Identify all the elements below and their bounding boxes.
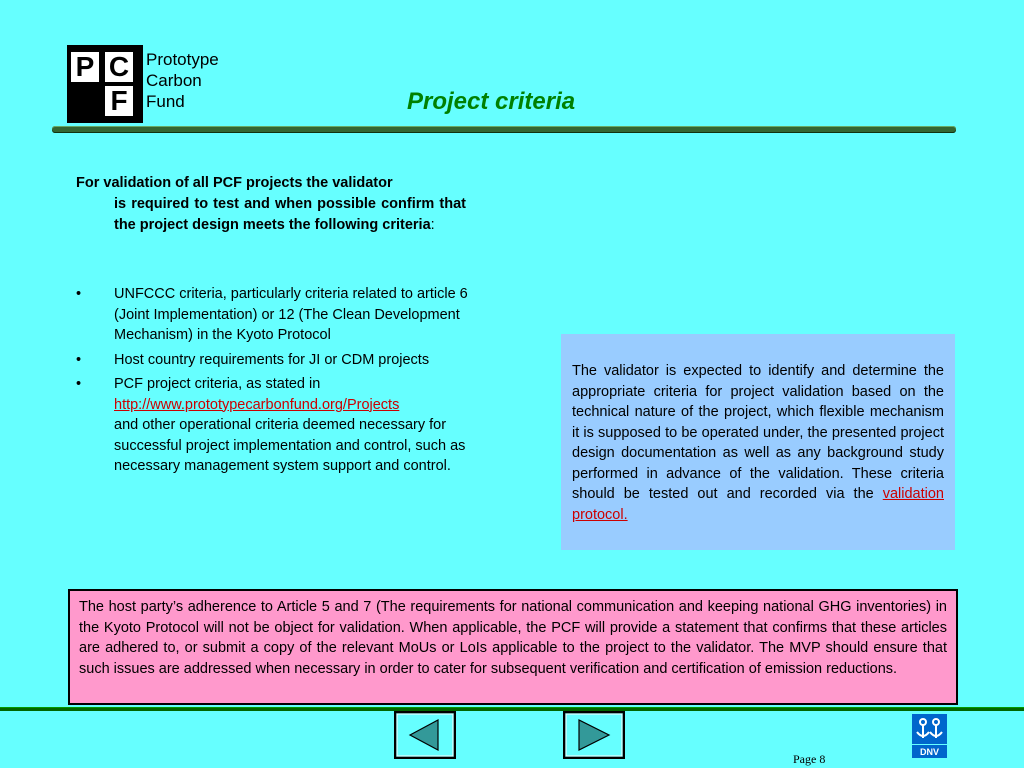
- validator-note-text: The validator is expected to identify and determine the appropriate criteria for project validation based on the technical nature of the project, which flexible mechanism it is supposed to be operated under, the presented project design documentation as well as any background study performed in advance of the validation. These criteria should be tested out and recorded via the: [572, 363, 944, 502]
- validator-note-box: [561, 334, 955, 550]
- host-party-note-text: The host party’s adherence to Article 5 and 7 (The requirements for national communication and keeping national GHG inventories) in the Kyoto Protocol will not be object for validation. When applicable, the PCF will provide a statement that confirms that these articles are adhered to, or submit a copy of the relevant MoUs or LoIs applicable to the project to the validator. The MVP should ensure that such issues are addressed when necessary in order to cater for subsequent verification and certification of emission reductions.: [79, 599, 947, 677]
- pcf-logo: [67, 45, 143, 123]
- logo-line-prototype: Prototype: [146, 50, 219, 69]
- intro-colon: :: [430, 217, 435, 233]
- page-number: Page 8: [793, 752, 826, 766]
- pcf-projects-link[interactable]: http://www.prototypecarbonfund.org/Projects: [114, 396, 400, 413]
- previous-slide-button[interactable]: [394, 711, 456, 759]
- footer-divider: [0, 707, 1024, 711]
- next-slide-button[interactable]: [563, 711, 625, 759]
- title-divider: [52, 126, 956, 133]
- bullet-marker: •: [76, 286, 82, 302]
- bullet-marker: •: [76, 351, 82, 368]
- logo-line-carbon: Carbon: [146, 71, 202, 90]
- criteria-list: [76, 284, 468, 481]
- logo-letter-c: C: [105, 52, 133, 82]
- list-item-text: Host country requirements for JI or CDM projects: [114, 351, 430, 368]
- list-item: [76, 284, 468, 346]
- logo-letter-f: F: [105, 86, 133, 116]
- list-item-text: PCF project criteria, as stated in: [114, 376, 321, 392]
- intro-continuation: [76, 194, 466, 236]
- triangle-left-icon: [396, 713, 454, 757]
- validation-protocol-link[interactable]: validation protocol.: [572, 486, 944, 523]
- intro-paragraph: [76, 173, 466, 236]
- list-item: [76, 350, 468, 371]
- logo-letter-p: P: [71, 52, 99, 82]
- intro-first-line: For validation of all PCF projects the validator: [76, 175, 393, 191]
- list-item-text: UNFCCC criteria, particularly criteria related to article 6 (Joint Implementation) or 12 (The Clean Development Mechanism) in the Kyoto Protocol: [114, 286, 468, 343]
- intro-rest: is required to test and when possible confirm that the project design meets the following criteria: [114, 196, 466, 233]
- bullet-marker: •: [76, 376, 82, 392]
- logo-line-fund: Fund: [146, 92, 185, 111]
- host-party-note-box: [68, 589, 958, 705]
- dnv-logo-icon: [912, 714, 947, 758]
- list-item: [76, 374, 468, 477]
- triangle-right-icon: [565, 713, 623, 757]
- logo-wordmark: [146, 49, 219, 112]
- list-item-text-continued: and other operational criteria deemed necessary for successful project implementation and control, such as necessary management system support and control.: [114, 417, 466, 474]
- slide-title: Project criteria: [407, 88, 576, 115]
- dnv-logo-label: DNV: [919, 747, 940, 757]
